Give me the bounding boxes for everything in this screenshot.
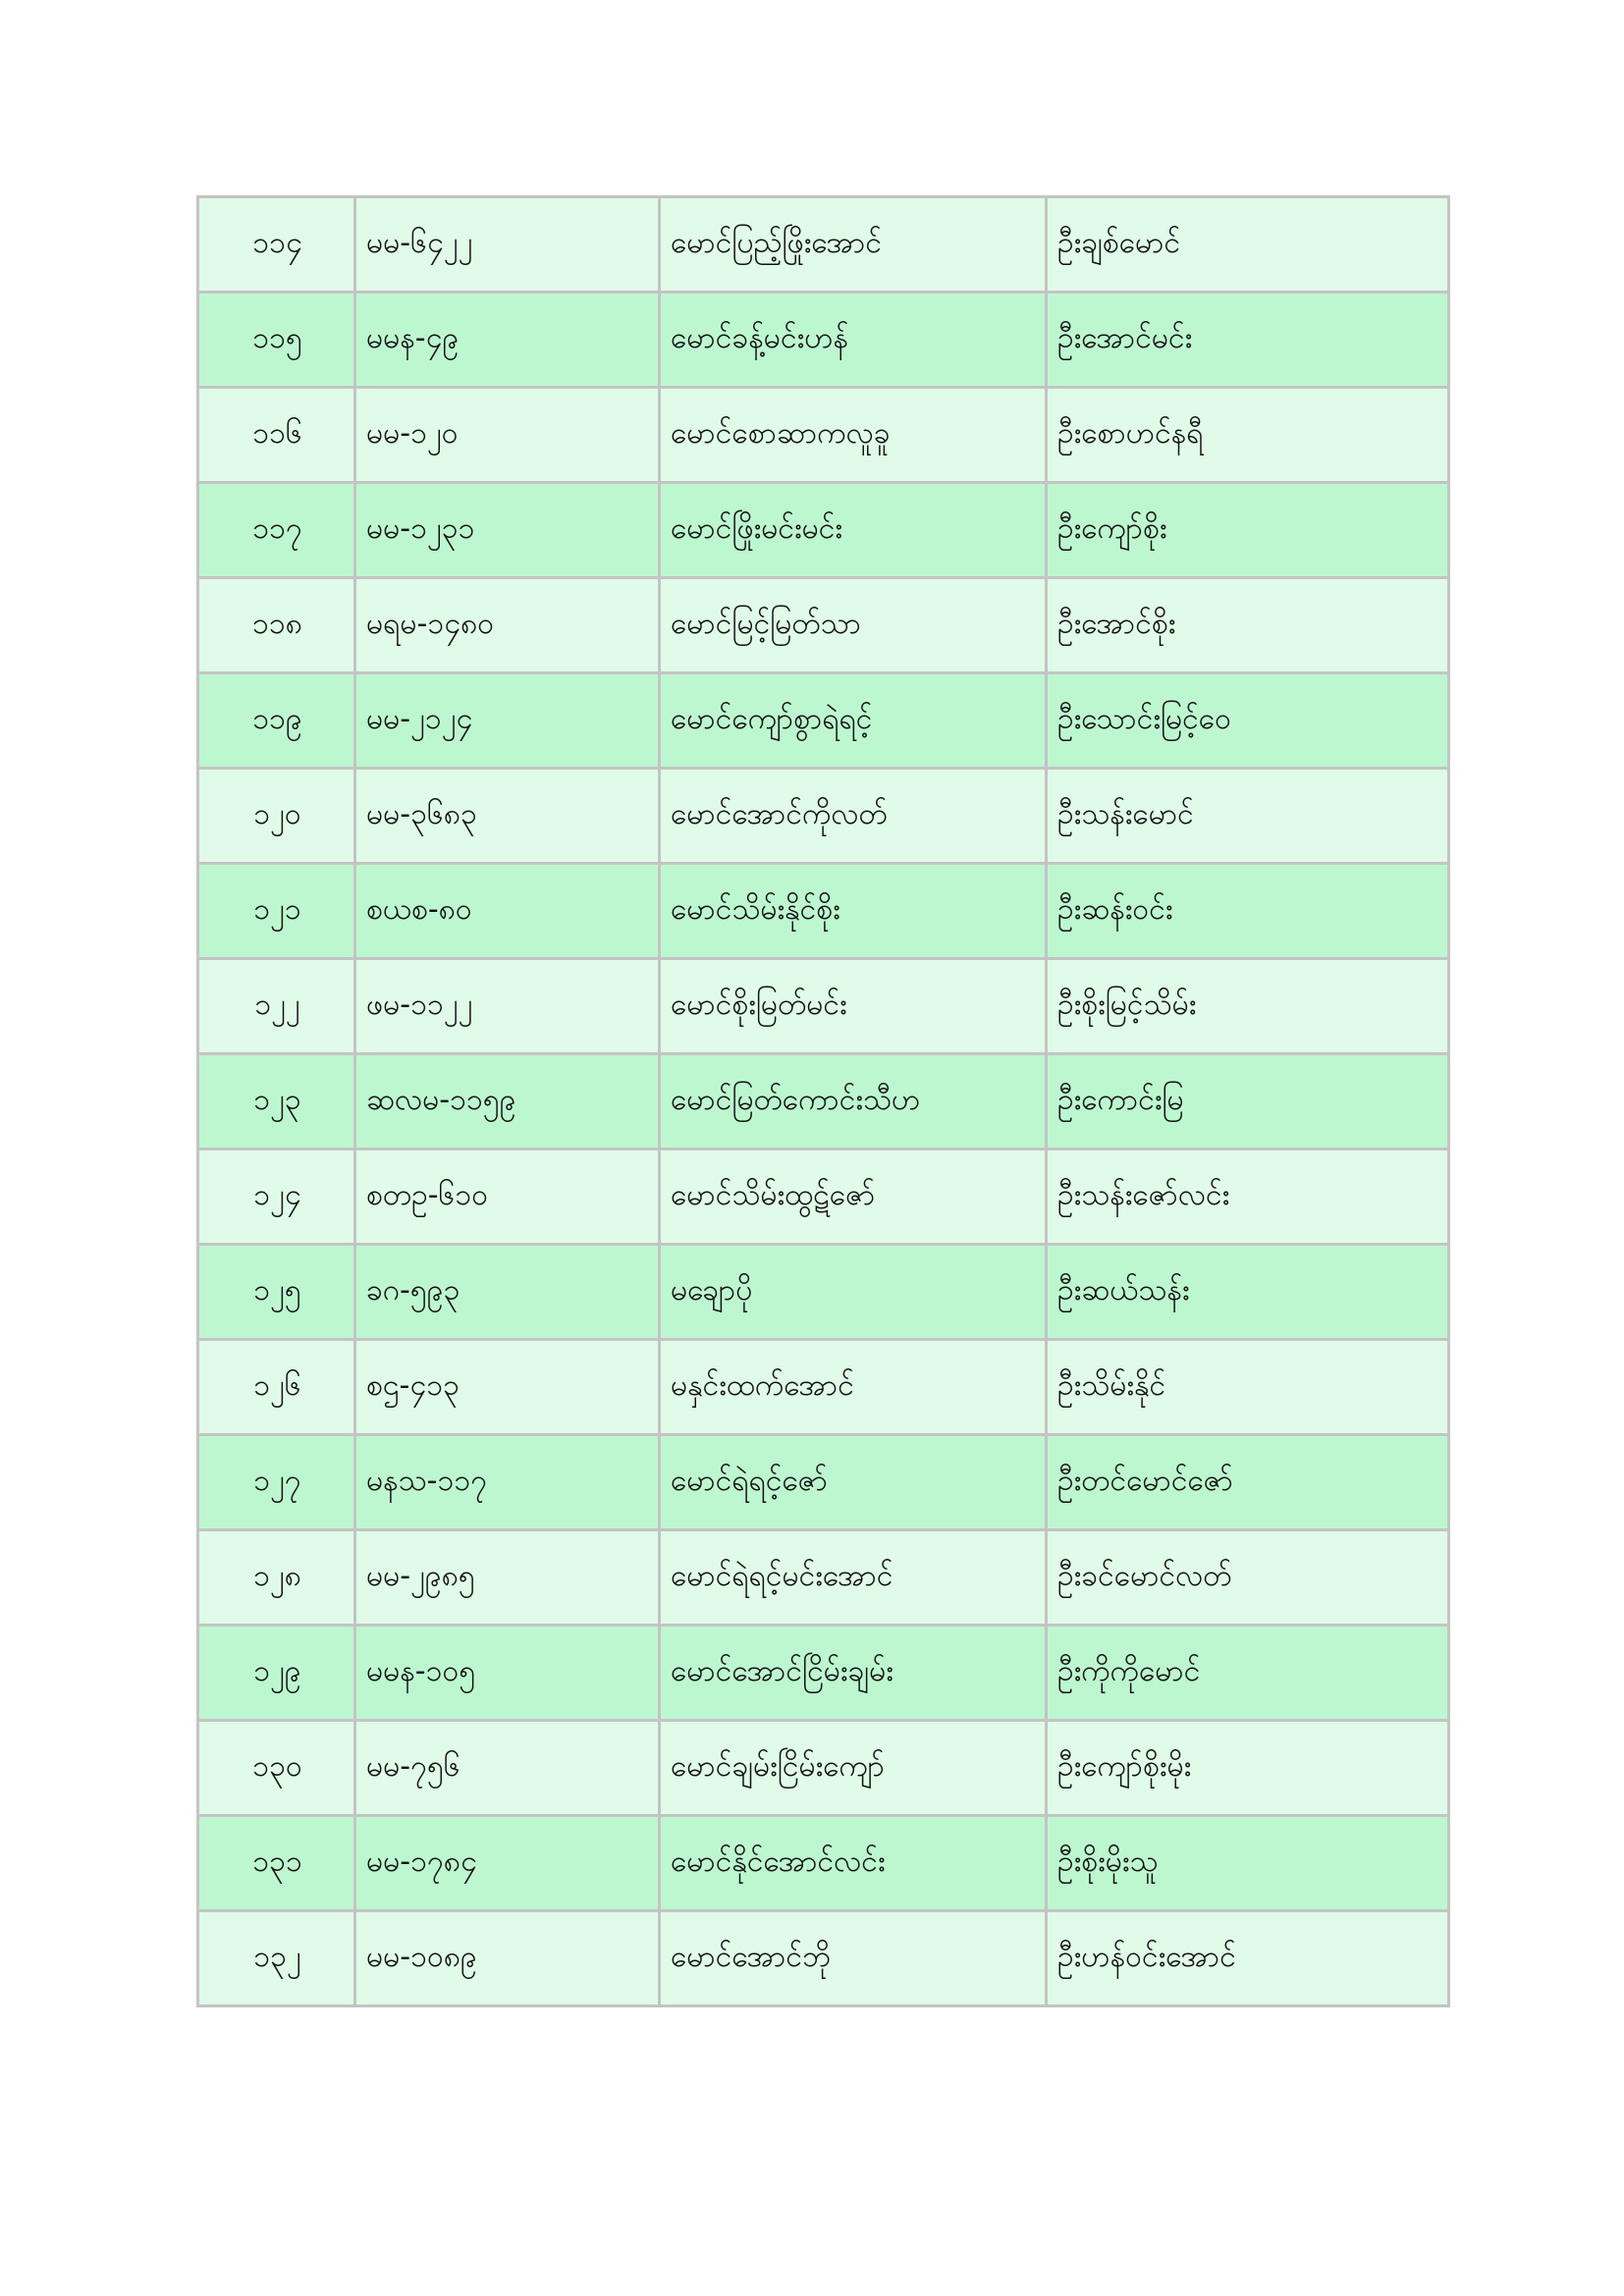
row-number-cell: ၁၁၈: [198, 578, 355, 673]
father-name-cell: ဦးကျော်စိုး: [1047, 483, 1449, 578]
table-body: [198, 197, 1449, 2006]
father-name-cell: ဦးသောင်းမြင့်ဝေ: [1047, 673, 1449, 769]
father-name-cell: ဦးသိမ်းနိုင်: [1047, 1340, 1449, 1435]
table-row: [198, 1530, 1449, 1626]
row-number-cell: ၁၂၂: [198, 959, 355, 1054]
father-name-cell: ဦးစိုးမြင့်သိမ်း: [1047, 959, 1449, 1054]
student-name-cell: မောင်အောင်ကိုလတ်: [660, 769, 1047, 864]
father-name-cell: ဦးကောင်းမြ: [1047, 1054, 1449, 1149]
student-name-cell: မောင်သိမ်းနိုင်စိုး: [660, 864, 1047, 959]
row-number-cell: ၁၁၆: [198, 388, 355, 483]
table-row: [198, 1340, 1449, 1435]
father-name-cell: ဦးဆန်းဝင်း: [1047, 864, 1449, 959]
father-name-cell: ဦးသန်းမောင်: [1047, 769, 1449, 864]
table-row: [198, 1054, 1449, 1149]
registration-id-cell: မမ-၁၂၃၁: [355, 483, 660, 578]
row-number-cell: ၁၁၉: [198, 673, 355, 769]
student-name-cell: မောင်အောင်ဘို: [660, 1911, 1047, 2006]
father-name-cell: ဦးကိုကိုမောင်: [1047, 1626, 1449, 1721]
registration-id-cell: စတဥ-၆၁၀: [355, 1149, 660, 1245]
table-row: [198, 293, 1449, 388]
student-name-cell: မောင်ဖြိုးမင်းမင်း: [660, 483, 1047, 578]
father-name-cell: ဦးအောင်မင်း: [1047, 293, 1449, 388]
row-number-cell: ၁၃၁: [198, 1816, 355, 1911]
father-name-cell: ဦးချစ်မောင်: [1047, 197, 1449, 293]
father-name-cell: ဦးဟန်ဝင်းအောင်: [1047, 1911, 1449, 2006]
student-list-table: [196, 195, 1450, 2007]
table-row: [198, 1626, 1449, 1721]
table-row: [198, 578, 1449, 673]
row-number-cell: ၁၁၇: [198, 483, 355, 578]
row-number-cell: ၁၃၀: [198, 1721, 355, 1816]
student-name-cell: မောင်မြင့်မြတ်သာ: [660, 578, 1047, 673]
student-name-cell: မောင်စိုးမြတ်မင်း: [660, 959, 1047, 1054]
father-name-cell: ဦးသန်းဇော်လင်း: [1047, 1149, 1449, 1245]
registration-id-cell: မမန-၄၉: [355, 293, 660, 388]
table-row: [198, 1149, 1449, 1245]
row-number-cell: ၁၂၉: [198, 1626, 355, 1721]
table-row: [198, 197, 1449, 293]
row-number-cell: ၁၂၇: [198, 1435, 355, 1530]
row-number-cell: ၁၂၆: [198, 1340, 355, 1435]
row-number-cell: ၁၂၅: [198, 1245, 355, 1340]
registration-id-cell: မမ-၁၀၈၉: [355, 1911, 660, 2006]
student-name-cell: မောင်ခန့်မင်းဟန်: [660, 293, 1047, 388]
table-row: [198, 1435, 1449, 1530]
father-name-cell: ဦးစောဟင်နရီ: [1047, 388, 1449, 483]
row-number-cell: ၁၁၅: [198, 293, 355, 388]
row-number-cell: ၁၂၁: [198, 864, 355, 959]
registration-id-cell: မမန-၁၀၅: [355, 1626, 660, 1721]
student-name-cell: မောင်မြတ်ကောင်းသီဟ: [660, 1054, 1047, 1149]
registration-id-cell: မမ-၁၂၀: [355, 388, 660, 483]
father-name-cell: ဦးစိုးမိုးသူ: [1047, 1816, 1449, 1911]
registration-id-cell: မမ-၆၄၂၂: [355, 197, 660, 293]
table-row: [198, 1816, 1449, 1911]
father-name-cell: ဦးခင်မောင်လတ်: [1047, 1530, 1449, 1626]
row-number-cell: ၁၁၄: [198, 197, 355, 293]
student-name-cell: မောင်ပြည့်ဖြိုးအောင်: [660, 197, 1047, 293]
table-row: [198, 673, 1449, 769]
row-number-cell: ၁၂၄: [198, 1149, 355, 1245]
registration-id-cell: စဌ-၄၁၃: [355, 1340, 660, 1435]
table-row: [198, 769, 1449, 864]
table-row: [198, 1245, 1449, 1340]
student-name-cell: မနှင်းထက်အောင်: [660, 1340, 1047, 1435]
table-row: [198, 1911, 1449, 2006]
row-number-cell: ၁၂၀: [198, 769, 355, 864]
table-row: [198, 1721, 1449, 1816]
table-row: [198, 483, 1449, 578]
student-name-cell: မောင်ချမ်းငြိမ်းကျော်: [660, 1721, 1047, 1816]
registration-id-cell: မနသ-၁၁၇: [355, 1435, 660, 1530]
father-name-cell: ဦးကျော်စိုးမိုး: [1047, 1721, 1449, 1816]
row-number-cell: ၁၂၈: [198, 1530, 355, 1626]
father-name-cell: ဦးအောင်စိုး: [1047, 578, 1449, 673]
student-name-cell: မောင်စောဆာကလူခူ: [660, 388, 1047, 483]
table-row: [198, 959, 1449, 1054]
father-name-cell: ဦးဆယ်သန်း: [1047, 1245, 1449, 1340]
registration-id-cell: မမ-၃၆၈၃: [355, 769, 660, 864]
student-name-cell: မချောပို: [660, 1245, 1047, 1340]
registration-id-cell: မမ-၂၉၈၅: [355, 1530, 660, 1626]
student-name-cell: မောင်နိုင်အောင်လင်း: [660, 1816, 1047, 1911]
registration-id-cell: ဆလမ-၁၁၅၉: [355, 1054, 660, 1149]
table-row: [198, 388, 1449, 483]
registration-id-cell: ခဂ-၅၉၃: [355, 1245, 660, 1340]
student-name-cell: မောင်သိမ်းထွဋ်ဇော်: [660, 1149, 1047, 1245]
student-name-cell: မောင်အောင်ငြိမ်းချမ်း: [660, 1626, 1047, 1721]
registration-id-cell: မမ-၁၇၈၄: [355, 1816, 660, 1911]
student-name-cell: မောင်ကျော်စွာရဲရင့်: [660, 673, 1047, 769]
registration-id-cell: မရမ-၁၄၈၀: [355, 578, 660, 673]
registration-id-cell: စယစ-၈၀: [355, 864, 660, 959]
row-number-cell: ၁၃၂: [198, 1911, 355, 2006]
table-row: [198, 864, 1449, 959]
father-name-cell: ဦးတင်မောင်ဇော်: [1047, 1435, 1449, 1530]
registration-id-cell: ဖမ-၁၁၂၂: [355, 959, 660, 1054]
row-number-cell: ၁၂၃: [198, 1054, 355, 1149]
student-name-cell: မောင်ရဲရင့်မင်းအောင်: [660, 1530, 1047, 1626]
registration-id-cell: မမ-၂၁၂၄: [355, 673, 660, 769]
registration-id-cell: မမ-၇၅၆: [355, 1721, 660, 1816]
student-name-cell: မောင်ရဲရင့်ဇော်: [660, 1435, 1047, 1530]
